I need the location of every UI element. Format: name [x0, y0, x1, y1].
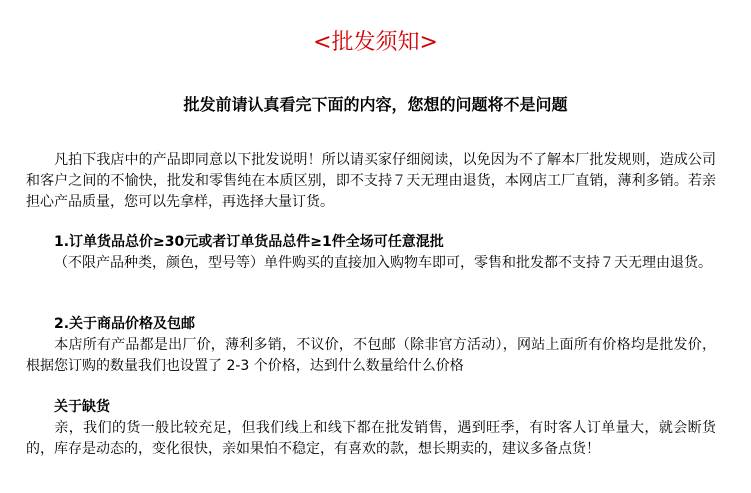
- section-body-price-shipping: [26, 335, 716, 377]
- section-heading-out-of-stock: 关于缺货: [54, 399, 110, 415]
- page-title: <批发须知>: [313, 30, 438, 55]
- section-body-out-of-stock: [26, 418, 716, 460]
- intro-text: 凡拍下我店中的产品即同意以下批发说明！所以请买家仔细阅读，以免因为不了解本厂批发规则，造成公司和客户之间的不愉快，批发和零售纯在本质区别，即不支持７天无理由退货，本网店工厂直销，薄利多销。若亲担心产品质量，您可以先拿样，再选择大量订货。: [26, 152, 716, 210]
- section-body-text: （不限产品种类，颜色，型号等）单件购买的直接加入购物车即可，零售和批发都不支持７天无理由退货。: [54, 255, 712, 271]
- section-body-text: 本店所有产品都是出厂价，薄利多销，不议价，不包邮（除非官方活动），网站上面所有价格均是批发价，根据您订购的数量我们也设置了 2-3 个价格，达到什么数量给什么价格: [26, 337, 716, 374]
- intro-paragraph: [26, 150, 716, 213]
- notice-subtitle: 批发前请认真看完下面的内容，您想的问题将不是问题: [183, 95, 568, 114]
- section-heading-order-total: 1.订单货品总价≥30元或者订单货品总件≥1件全场可任意混批: [54, 234, 444, 250]
- section-body-text: 亲，我们的货一般比较充足，但我们线上和线下都在批发销售，遇到旺季，有时客人订单量大，就会断货的，库存是动态的，变化很快，亲如果怕不稳定，有喜欢的款，想长期卖的，建议多备点货！: [26, 420, 716, 457]
- section-heading-price-shipping: 2.关于商品价格及包邮: [54, 316, 196, 332]
- section-body-order-total: [26, 253, 716, 274]
